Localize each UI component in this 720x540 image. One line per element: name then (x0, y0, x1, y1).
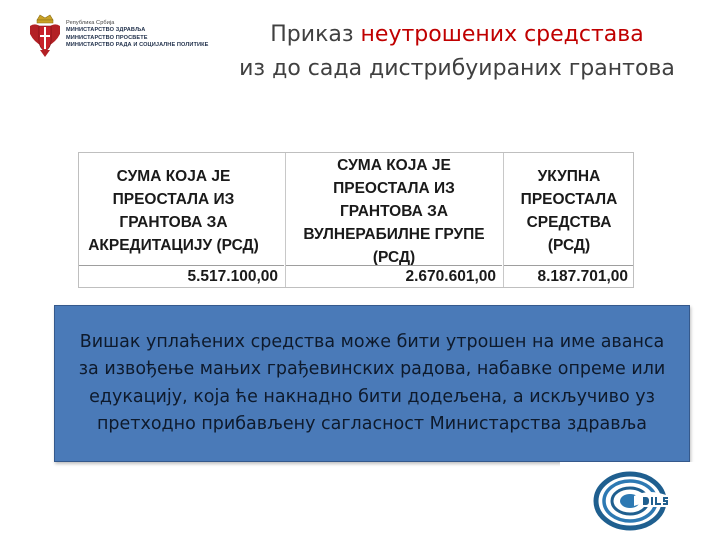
column-header (286, 157, 502, 265)
info-box (54, 305, 690, 462)
ministry-line: МИНИСТАРСТВО РАДА И СОЦИЈАЛНЕ ПОЛИТИКЕ (66, 42, 209, 49)
slide-title (212, 18, 702, 86)
table-cell-value: 8.187.701,00 (537, 268, 628, 285)
title-line-1 (212, 18, 702, 52)
title-highlight: неутрошених средстава (360, 22, 644, 47)
title-line-2: из до сада дистрибуираних грантова (239, 56, 675, 81)
government-logo (6, 6, 209, 70)
column-header (504, 157, 634, 265)
table-column (503, 153, 634, 287)
column-header-text: СУМА КОЈА ЈЕ ПРЕОСТАЛА ИЗ ГРАНТОВА ЗА ВУЛНЕРАБИЛНЕ ГРУПЕ (РСД) (303, 156, 485, 266)
dils-icon (590, 470, 676, 532)
table-column (285, 153, 502, 287)
title-prefix: Приказ (270, 22, 361, 47)
serbian-coat-of-arms-icon (28, 12, 62, 58)
ministry-line: Република Србија (66, 20, 115, 26)
table-column (79, 153, 284, 287)
ministry-line: МИНИСТАРСТВО ПРОСВЕТЕ (66, 34, 148, 41)
info-text: Вишак уплаћених средства може бити утрошен на име аванса за извођење мањих грађевинских радова, набавке опреме или едукацију, која ће накнадно бити додељена, а искључиво уз претходно прибављену сагласност Министарства здравља (78, 331, 666, 434)
table-cell-value: 2.670.601,00 (405, 268, 496, 285)
column-header (79, 157, 284, 265)
column-header-text: СУМА КОЈА ЈЕ ПРЕОСТАЛА ИЗ ГРАНТОВА ЗА АКРЕДИТАЦИЈУ (РСД) (88, 168, 259, 254)
ministry-line: МИНИСТАРСТВО ЗДРАВЉА (66, 27, 146, 34)
table-cell-value: 5.517.100,00 (187, 268, 278, 285)
column-header-text: УКУПНА ПРЕОСТАЛА СРЕДСТВА (РСД) (520, 168, 618, 254)
grant-balance-table (78, 152, 634, 288)
